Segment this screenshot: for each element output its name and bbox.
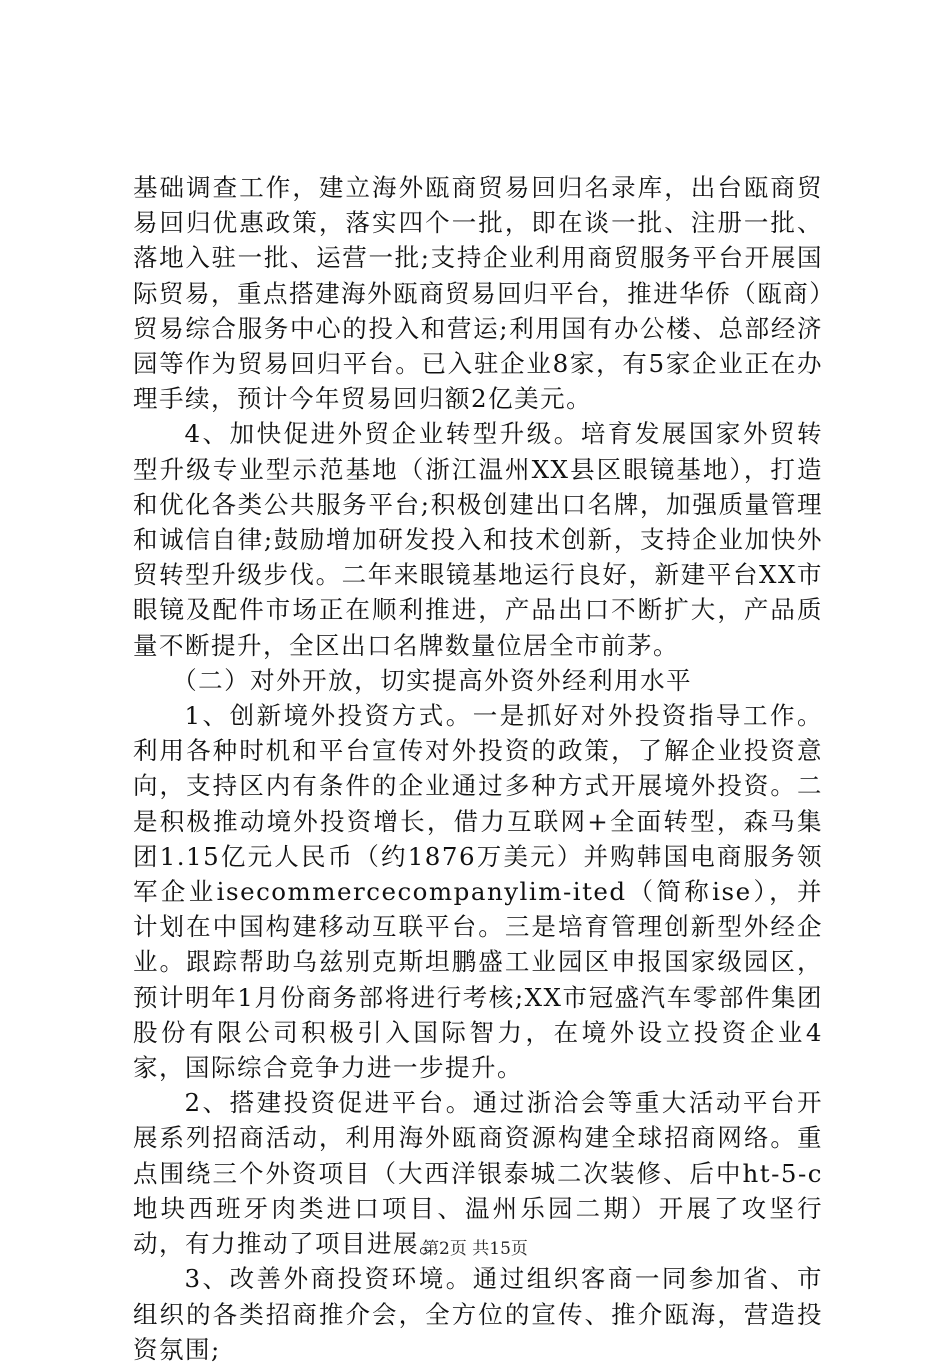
paragraph-6: 3、改善外商投资环境。通过组织客商一同参加省、市组织的各类招商推介会，全方位的宣传、推介瓯海，营造投资氛围; bbox=[133, 1264, 823, 1364]
paragraph-5: 2、搭建投资促进平台。通过浙洽会等重大活动平台开展系列招商活动，利用海外瓯商资源构建全球招商网络。重点围绕三个外资项目（大西洋银泰城二次装修、后中ht-5-c地块西班牙肉类进口项目、温州乐园二期）开展了攻坚行动，有力推动了项目进展。 bbox=[133, 1088, 823, 1259]
section-heading: （二）对外开放，切实提高外资外经利用水平 bbox=[172, 665, 693, 695]
paragraph-2: 4、加快促进外贸企业转型升级。培育发展国家外贸转型升级专业型示范基地（浙江温州XX县区眼镜基地），打造和优化各类公共服务平台;积极创建出口名牌，加强质量管理和诚信自律;鼓励增加研发投入和技术创新，支持企业加快外贸转型升级步伐。二年来眼镜基地运行良好，新建平台XX市眼镜及配件市场正在顺利推进，产品出口不断扩大，产品质量不断提升，全区出口名牌数量位居全市前茅。 bbox=[133, 419, 823, 660]
paragraph-1: 基础调查工作，建立海外瓯商贸易回归名录库，出台瓯商贸易回归优惠政策，落实四个一批，即在谈一批、注册一批、落地入驻一批、运营一批;支持企业利用商贸服务平台开展国际贸易，重点搭建海外瓯商贸易回归平台，推进华侨（瓯商）贸易综合服务中心的投入和营运;利用国有办公楼、总部经济园等作为贸易回归平台。已入驻企业8家，有5家企业正在办理手续，预计今年贸易回归额2亿美元。 bbox=[133, 173, 823, 414]
page-footer: 第2页 共15页 bbox=[422, 1239, 528, 1259]
document-body bbox=[133, 170, 823, 1367]
paragraph-4: 1、创新境外投资方式。一是抓好对外投资指导工作。利用各种时机和平台宣传对外投资的政策，了解企业投资意向，支持区内有条件的企业通过多种方式开展境外投资。二是积极推动境外投资增长，借力互联网+全面转型，森马集团1.15亿元人民币（约1876万美元）并购韩国电商服务领军企业isecommercecompanylim-ited（简称ise），并计划在中国构建移动互联平台。三是培育管理创新型外经企业。跟踪帮助乌兹别克斯坦鹏盛工业园区申报国家级园区，预计明年1月份商务部将进行考核;XX市冠盛汽车零部件集团股份有限公司积极引入国际智力，在境外设立投资企业4家，国际综合竞争力进一步提升。 bbox=[133, 701, 823, 1083]
